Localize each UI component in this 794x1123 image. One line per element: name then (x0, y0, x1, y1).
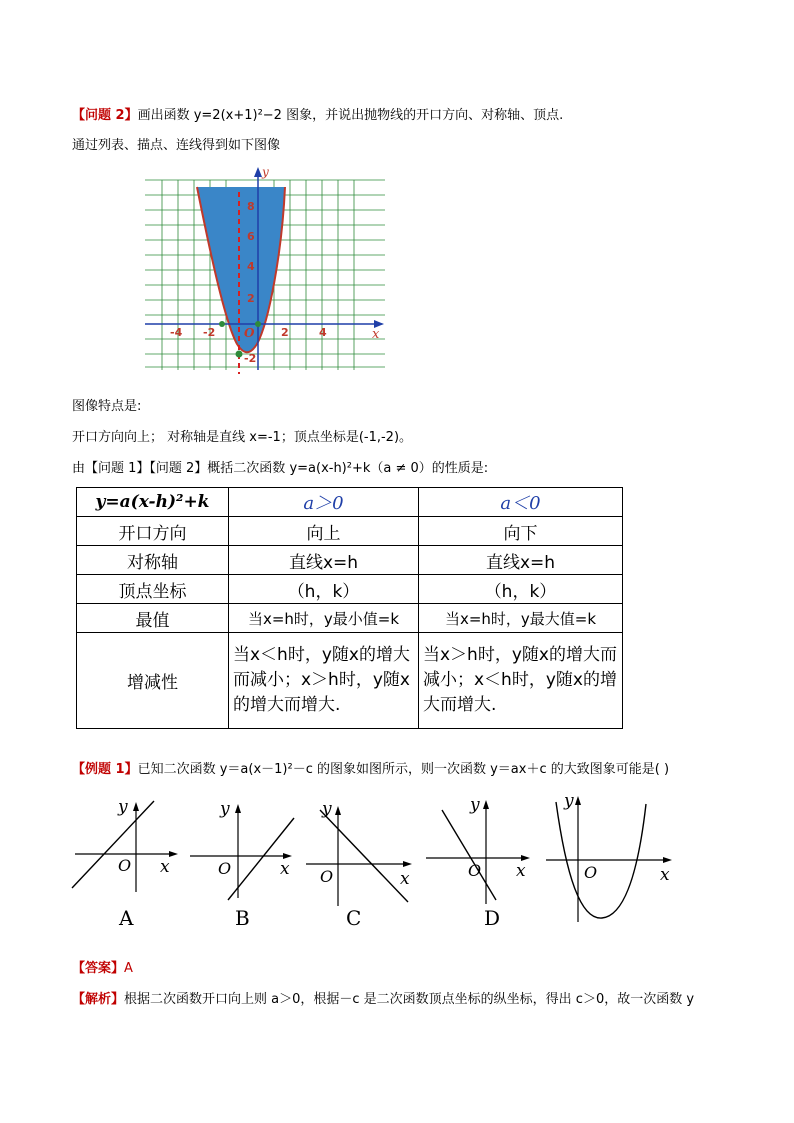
table-row (77, 604, 623, 633)
y-tick-neg2: -2 (244, 352, 257, 365)
svg-text:y: y (118, 797, 128, 817)
problem2-tag: 【问题 2】 (72, 108, 138, 123)
svg-text:O: O (320, 867, 334, 886)
summary-intro: 由【问题 1】【问题 2】概括二次函数 y=a(x-h)²+k（a ≠ 0）的性质是: (72, 461, 489, 476)
option-c-graph (304, 796, 418, 908)
y-axis-arrow (254, 167, 262, 177)
table-header-a-positive: a＞0 (229, 488, 419, 517)
problem2-method: 通过列表、描点、连线得到如下图像 (72, 138, 281, 153)
table-cell: 增减性 (77, 633, 229, 729)
table-cell: 向上 (229, 517, 419, 546)
svg-text:O: O (468, 861, 482, 880)
x-axis-label: x (372, 327, 380, 342)
features-text: 开口方向向上； 对称轴是直线 x=-1；顶点坐标是(-1,-2)。 (72, 430, 413, 445)
x-tick-neg4: -4 (170, 326, 183, 339)
y-tick-2: 2 (247, 292, 255, 305)
example1-line (72, 758, 669, 777)
table-cell: 当x＞h时，y随x的增大而减小；x＜h时，y随x的增大而增大. (419, 633, 623, 729)
table-cell: 向下 (419, 517, 623, 546)
parabola-graph (140, 162, 390, 374)
table-cell: 对称轴 (77, 546, 229, 575)
table-header-formula: y=a(x-h)²+k (77, 488, 229, 517)
properties-table (76, 487, 623, 729)
table-cell: 直线x=h (419, 546, 623, 575)
svg-text:x: x (516, 861, 526, 881)
point-left-root (219, 321, 225, 327)
svg-text:O: O (218, 859, 232, 878)
quadratic-reference-graph (542, 784, 682, 924)
y-axis-label: y (262, 165, 269, 179)
answer-tag: 【答案】 (72, 961, 125, 976)
point-vertex (236, 351, 243, 358)
svg-text:y: y (470, 795, 480, 815)
option-d-label[interactable]: D (484, 906, 501, 930)
svg-text:y: y (322, 799, 332, 819)
x-tick-2: 2 (281, 326, 289, 339)
table-cell: （h，k） (229, 575, 419, 604)
svg-text:x: x (660, 865, 670, 885)
answer-value: A (124, 961, 133, 976)
table-cell: 直线x=h (229, 546, 419, 575)
example1-tag: 【例题 1】 (72, 762, 138, 777)
analysis-text: 根据二次函数开口向上则 a＞0，根据－c 是二次函数顶点坐标的纵坐标，得出 c＞0，故一次函数 y (124, 992, 695, 1007)
option-b-label[interactable]: B (235, 906, 250, 930)
x-tick-neg2: -2 (203, 326, 216, 339)
svg-text:x: x (160, 857, 170, 877)
analysis-line (72, 988, 694, 1007)
problem2-line (72, 104, 563, 123)
table-cell: 最值 (77, 604, 229, 633)
y-tick-8: 8 (247, 200, 255, 213)
answer-line (72, 957, 133, 976)
option-a-label[interactable]: A (119, 906, 134, 930)
table-header-a-negative: a＜0 (419, 488, 623, 517)
example1-text: 已知二次函数 y＝a(x－1)²－c 的图象如图所示，则一次函数 y＝ax＋c 的大致图象可能是( ) (137, 762, 670, 777)
table-row (77, 575, 623, 604)
table-cell: 开口方向 (77, 517, 229, 546)
option-d-graph (424, 790, 536, 908)
table-cell: 顶点坐标 (77, 575, 229, 604)
table-cell: 当x=h时，y最小值=k (229, 604, 419, 633)
option-c-label[interactable]: C (346, 906, 362, 930)
point-origin (255, 321, 261, 327)
origin-label: O (244, 326, 255, 340)
y-tick-4: 4 (247, 260, 255, 273)
table-row (77, 546, 623, 575)
svg-text:y: y (220, 799, 230, 819)
svg-text:x: x (280, 859, 290, 879)
option-a-graph (70, 796, 180, 896)
x-tick-4: 4 (319, 326, 327, 339)
table-cell: 当x=h时，y最大值=k (419, 604, 623, 633)
svg-text:x: x (400, 869, 410, 889)
features-heading: 图像特点是: (72, 399, 142, 414)
table-row (77, 633, 623, 729)
table-cell: （h，k） (419, 575, 623, 604)
svg-text:y: y (564, 791, 574, 811)
option-b-graph (188, 796, 298, 902)
svg-text:O: O (118, 856, 132, 875)
problem2-text: 画出函数 y=2(x+1)²−2 图象，并说出抛物线的开口方向、对称轴、顶点. (137, 108, 564, 123)
table-row (77, 517, 623, 546)
analysis-tag: 【解析】 (72, 992, 125, 1007)
table-cell: 当x＜h时，y随x的增大而减小；x＞h时，y随x的增大而增大. (229, 633, 419, 729)
svg-text:O: O (584, 863, 598, 882)
table-header-row (77, 488, 623, 517)
y-tick-6: 6 (247, 230, 255, 243)
